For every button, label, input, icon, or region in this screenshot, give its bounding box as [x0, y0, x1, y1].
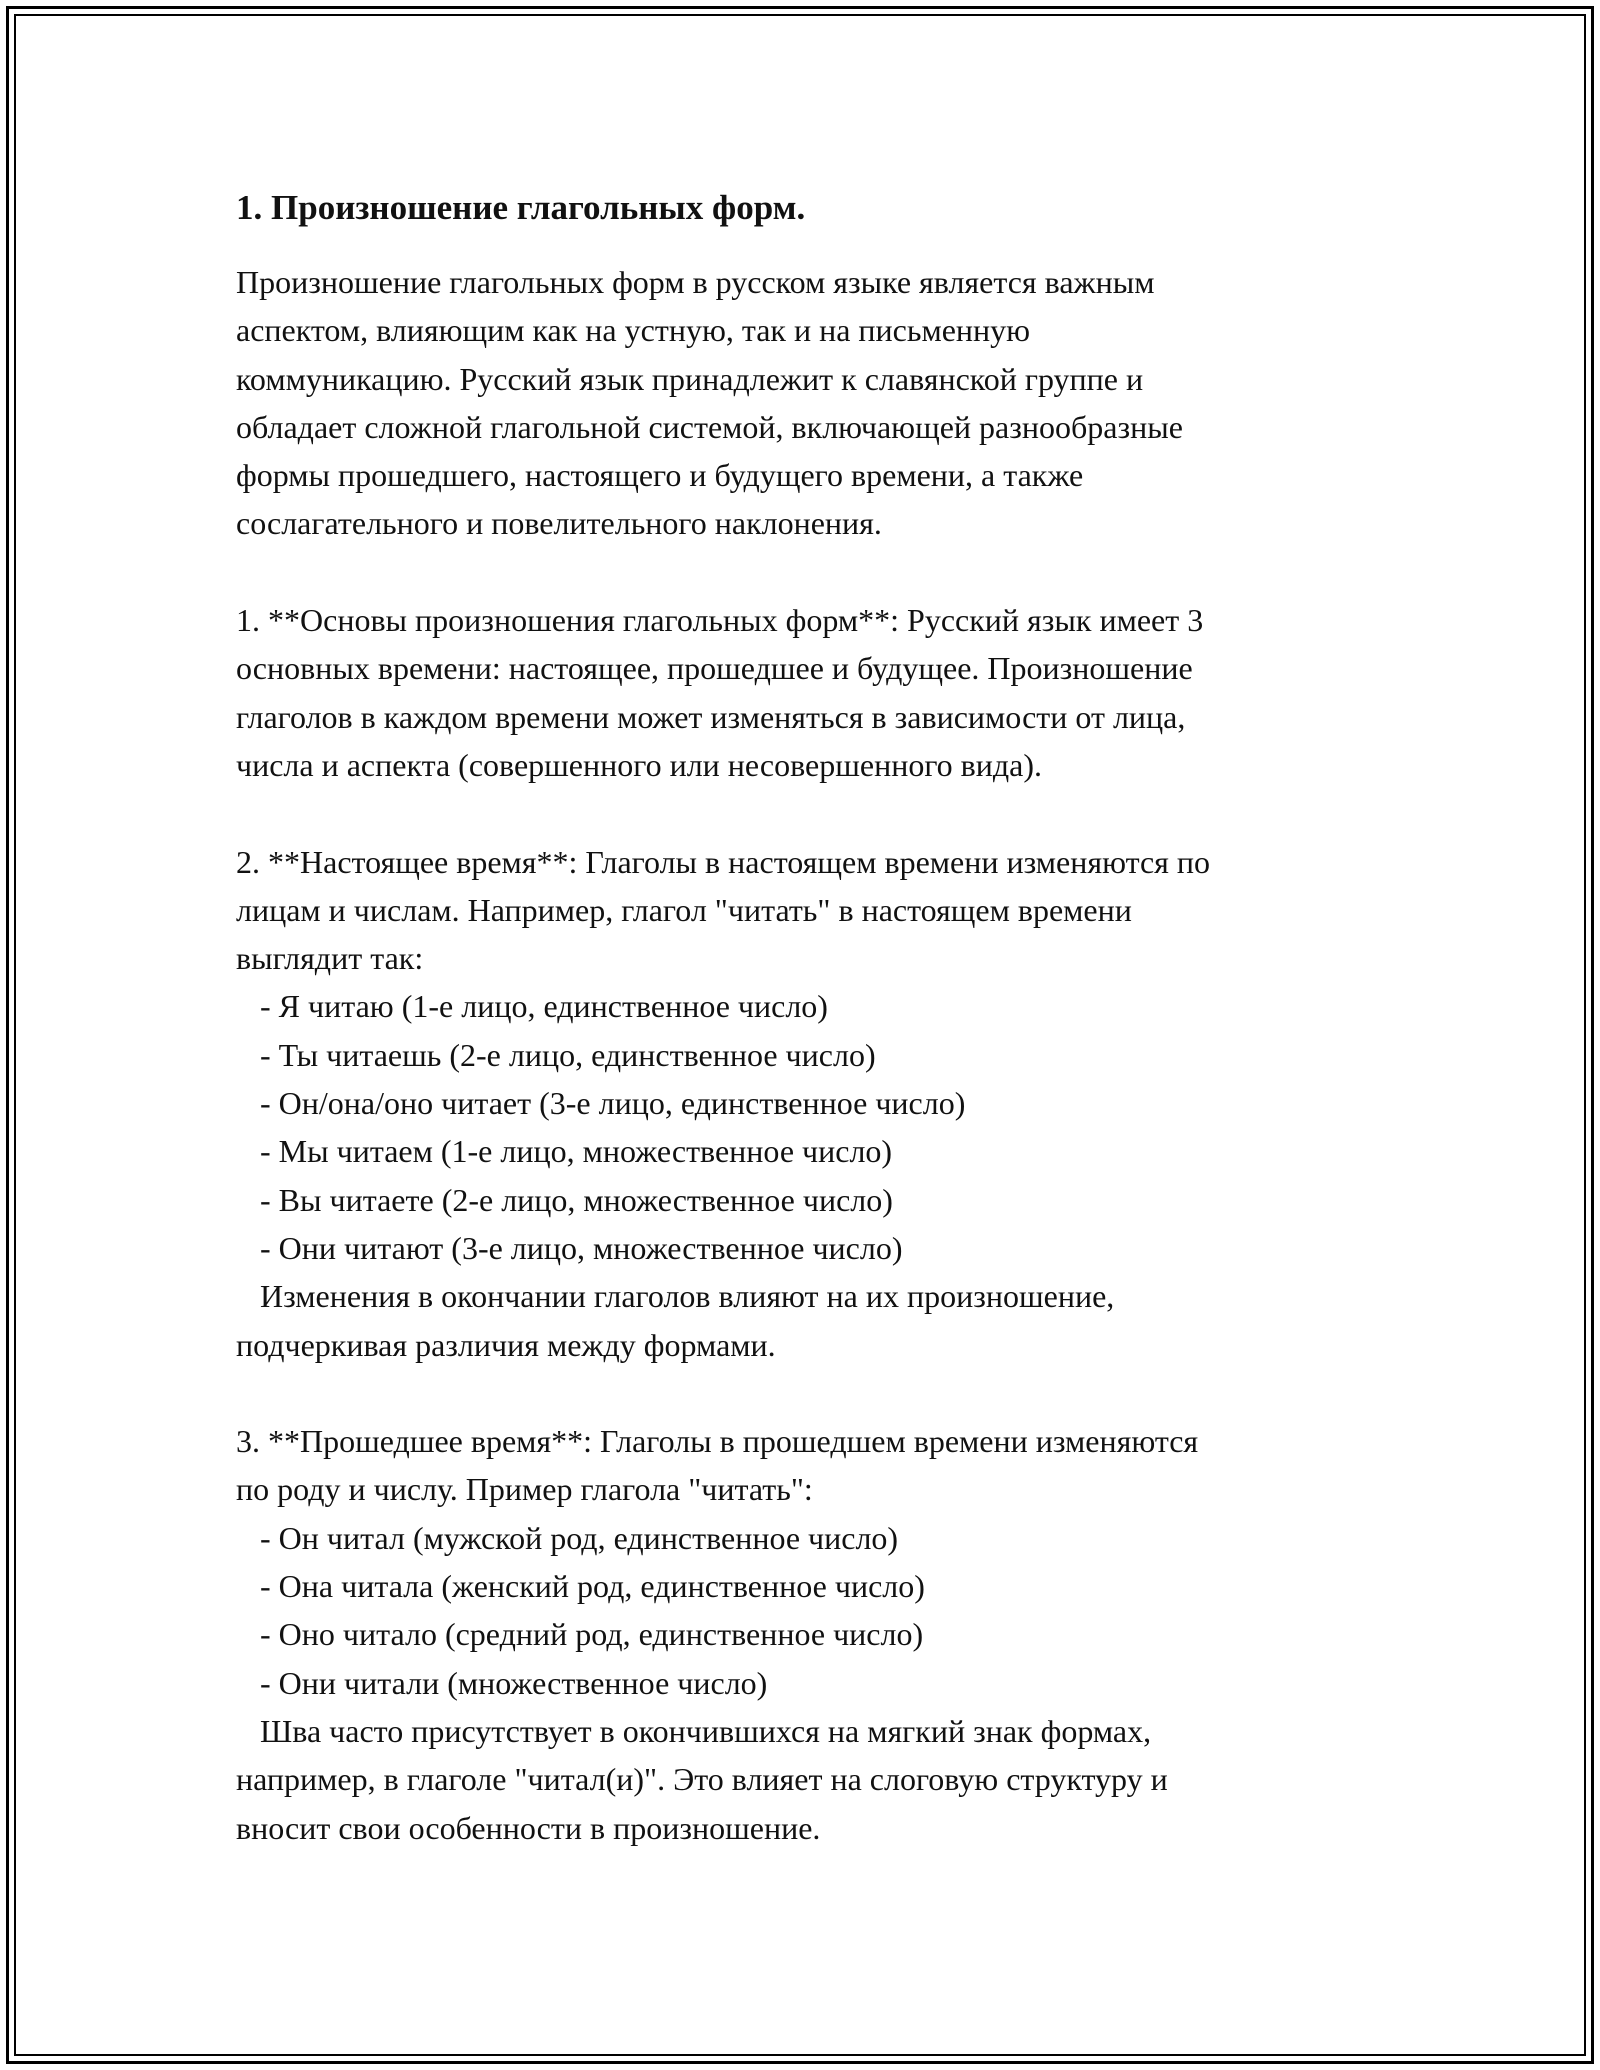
section-title: 1. Произношение глагольных форм.: [236, 188, 806, 227]
text-line: коммуникацию. Русский язык принадлежит к славянской группе и: [236, 360, 1144, 397]
text-line: - Они читали (множественное число): [236, 1664, 768, 1701]
text-line: - Я читаю (1-е лицо, единственное число): [236, 988, 828, 1025]
text-line: обладает сложной глагольной системой, включающей разнообразные: [236, 408, 1183, 445]
text-line: сослагательного и повелительного наклонения.: [236, 505, 882, 542]
paragraph-gap: [236, 548, 1386, 596]
text-line: по роду и числу. Пример глагола "читать":: [236, 1471, 813, 1508]
text-line: - Она читала (женский род, единственное число): [236, 1568, 925, 1605]
text-line: - Он/она/оно читает (3-е лицо, единственное число): [236, 1085, 966, 1122]
text-line: Изменения в окончании глаголов влияют на их произношение,: [236, 1278, 1115, 1315]
paragraph: [236, 596, 1386, 789]
text-line: лицам и числам. Например, глагол "читать" в настоящем времени: [236, 891, 1132, 928]
text-line: Шва часто присутствует в окончившихся на мягкий знак формах,: [236, 1712, 1152, 1749]
text-line: - Оно читало (средний род, единственное число): [236, 1616, 924, 1653]
text-line: - Вы читаете (2-е лицо, множественное число): [236, 1181, 893, 1218]
paragraph: [236, 1417, 1386, 1852]
document-body: [236, 186, 1386, 1852]
text-line: - Он читал (мужской род, единственное число): [236, 1519, 899, 1556]
text-line: аспектом, влияющим как на устную, так и на письменную: [236, 312, 1031, 349]
text-line: - Ты читаешь (2-е лицо, единственное число): [236, 1036, 876, 1073]
text-line: глаголов в каждом времени может изменяться в зависимости от лица,: [236, 698, 1186, 735]
text-line: числа и аспекта (совершенного или несовершенного вида).: [236, 746, 1043, 783]
paragraph: [236, 838, 1386, 1369]
text-line: 3. **Прошедшее время**: Глаголы в прошедшем времени изменяются: [236, 1423, 1199, 1460]
text-line: основных времени: настоящее, прошедшее и будущее. Произношение: [236, 650, 1193, 687]
text-line: - Они читают (3-е лицо, множественное число): [236, 1229, 903, 1266]
text-line: 2. **Настоящее время**: Глаголы в настоящем времени изменяются по: [236, 843, 1210, 880]
text-line: подчеркивая различия между формами.: [236, 1326, 776, 1363]
paragraph-gap: [236, 1369, 1386, 1417]
text-line: формы прошедшего, настоящего и будущего времени, а также: [236, 457, 1084, 494]
text-line: - Мы читаем (1-е лицо, множественное число): [236, 1133, 893, 1170]
text-line: например, в глаголе "читал(и)". Это влияет на слоговую структуру и: [236, 1761, 1168, 1798]
text-line: Произношение глагольных форм в русском языке является важным: [236, 264, 1155, 300]
text-line: 1. **Основы произношения глагольных форм**: Русский язык имеет 3: [236, 602, 1204, 639]
paragraph: [236, 258, 1386, 548]
paragraph-gap: [236, 789, 1386, 837]
text-line: вносит свои особенности в произношение.: [236, 1809, 821, 1846]
text-line: выглядит так:: [236, 940, 424, 977]
paragraphs: [236, 258, 1386, 1852]
